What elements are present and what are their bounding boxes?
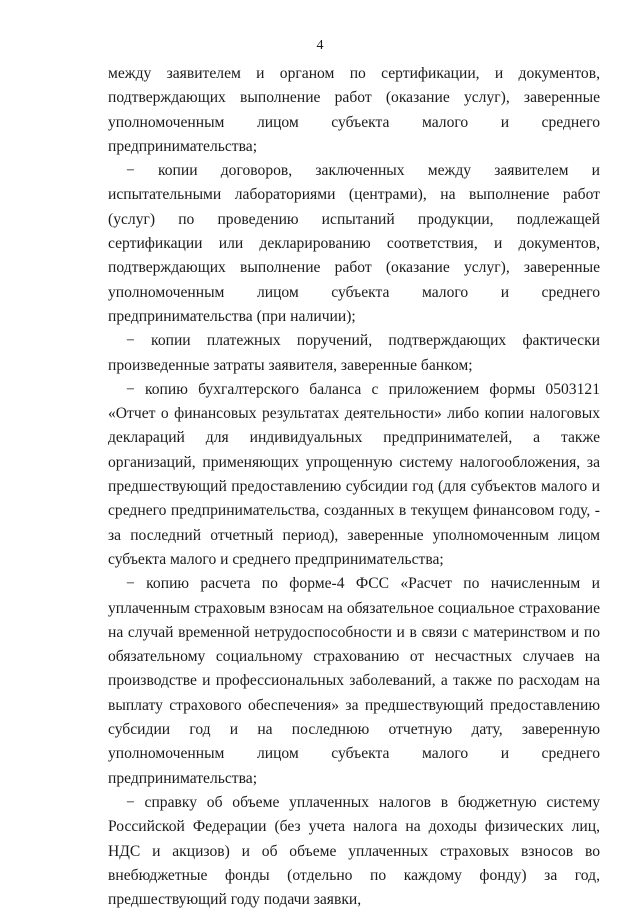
list-item-payment-orders: − копии платежных поручений, подтверждающих фактически произведенные затраты заявителя, заверенные банком; (108, 332, 600, 374)
document-body (108, 62, 600, 912)
page-number: 4 (316, 38, 324, 53)
list-item-contracts-copies: − копии договоров, заключенных между заявителем и испытательными лабораториями (центрами), на выполнение работ (услуг) по проведению испытаний продукции, подлежащей сертификации или декларированию соответствия, и документов, подтверждающих выполнение работ (оказание услуг), заверенные уполномоченным лицом субъекта малого и среднего предпринимательства (при наличии); (108, 162, 600, 325)
paragraph-continuation: между заявителем и органом по сертификации, и документов, подтверждающих выполнение работ (оказание услуг), заверенные уполномоченным лицом субъекта малого и среднего предпринимательства; (108, 65, 600, 155)
list-item-balance-sheet: − копию бухгалтерского баланса с приложением формы 0503121 «Отчет о финансовых результатах деятельности» либо копии налоговых деклараций для индивидуальных предпринимателей, а также организаций, применяющих упрощенную систему налогообложения, за предшествующий предоставлению субсидии год (для субъектов малого и среднего предпринимательства, созданных в текущем финансовом году, - за последний отчетный период), заверенные уполномоченным лицом субъекта малого и среднего предпринимательства; (108, 380, 600, 568)
list-item-tax-certificate: − справку об объеме уплаченных налогов в бюджетную систему Российской Федерации (без учета налога на доходы физических лиц, НДС и акцизов) и об объеме уплаченных страховых взносов во внебюджетные фонды (отдельно по каждому фонду) за год, предшествующий году подачи заявки, (108, 793, 600, 909)
list-item-fss-calculation: − копию расчета по форме-4 ФСС «Расчет по начисленным и уплаченным страховым взносам на обязательное социальное страхование на случай временной нетрудоспособности и в связи с материнством и по обязательному социальному страхованию от несчастных случаев на производстве и профессиональных заболеваний, а также по расходам на выплату страхового обеспечения» за предшествующий предоставлению субсидии год и на последнюю отчетную дату, заверенную уполномоченным лицом субъекта малого и среднего предпринимательства; (108, 575, 600, 787)
